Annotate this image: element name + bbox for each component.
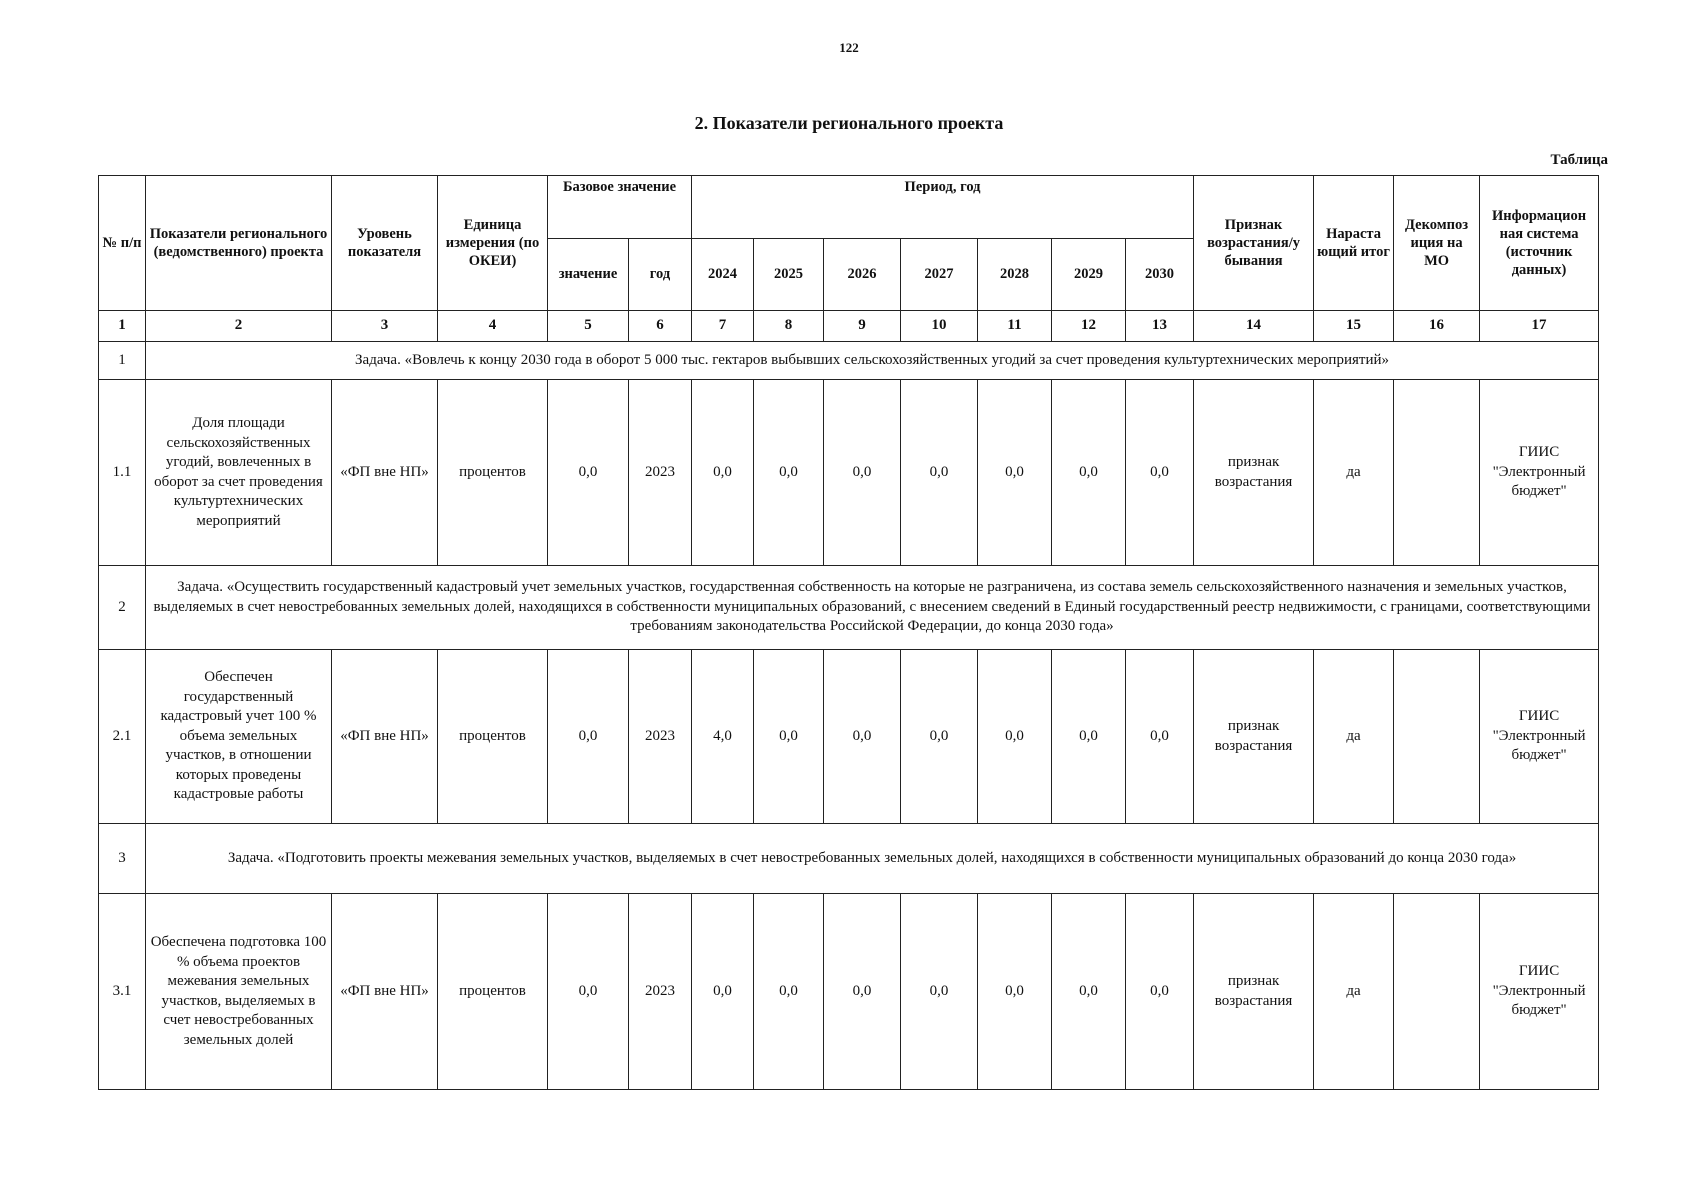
base-year: 2023: [629, 894, 692, 1090]
column-number: 6: [629, 311, 692, 342]
header-num: № п/п: [99, 176, 146, 311]
base-value: 0,0: [548, 894, 629, 1090]
year-value: 0,0: [978, 380, 1052, 566]
task-row: [99, 342, 1599, 380]
year-value: 0,0: [1052, 650, 1126, 824]
header-unit: Единица измерения (по ОКЕИ): [438, 176, 548, 311]
indicator-name: Доля площади сельскохозяйственных угодий, вовлеченных в оборот за счет проведения культуртехнических мероприятий: [146, 380, 332, 566]
column-number: 15: [1314, 311, 1394, 342]
column-number: 11: [978, 311, 1052, 342]
year-value: 0,0: [824, 650, 901, 824]
header-base-value: значение: [548, 239, 629, 311]
cumulative-value: да: [1314, 380, 1394, 566]
cumulative-value: да: [1314, 650, 1394, 824]
year-value: 0,0: [978, 650, 1052, 824]
year-value: 0,0: [754, 894, 824, 1090]
year-value: 4,0: [692, 650, 754, 824]
indicator-row: [99, 380, 1599, 566]
header-decomposition: Декомпоз иция на МО: [1394, 176, 1480, 311]
header-year: 2030: [1126, 239, 1194, 311]
header-period: Период, год: [692, 176, 1194, 239]
year-value: 0,0: [901, 650, 978, 824]
task-number: 2: [99, 566, 146, 650]
header-base-year: год: [629, 239, 692, 311]
decomposition-value: [1394, 650, 1480, 824]
column-number: 5: [548, 311, 629, 342]
sign-value: признак возрастания: [1194, 650, 1314, 824]
year-value: 0,0: [824, 894, 901, 1090]
indicators-table: [98, 175, 1599, 1090]
column-number: 17: [1480, 311, 1599, 342]
page-number: 122: [839, 40, 859, 55]
year-value: 0,0: [978, 894, 1052, 1090]
indicator-name: Обеспечен государственный кадастровый учет 100 % объема земельных участков, в отношении которых проведены кадастровые работы: [146, 650, 332, 824]
header-year: 2025: [754, 239, 824, 311]
task-text: Задача. «Осуществить государственный кадастровый учет земельных участков, государственная собственность на которые не разграничена, из состава земель сельскохозяйственного назначения и земельных участков, выделяемых в счет невостребованных земельных долей, находящихся в собственности муниципальных образований, с внесением сведений в Единый государственный реестр недвижимости, с границами, соответствующими требованиям законодательства Российской Федерации, до конца 2030 года»: [146, 566, 1599, 650]
base-value: 0,0: [548, 380, 629, 566]
sign-value: признак возрастания: [1194, 894, 1314, 1090]
header-year: 2028: [978, 239, 1052, 311]
column-number: 7: [692, 311, 754, 342]
indicator-unit: процентов: [438, 380, 548, 566]
header-level: Уровень показателя: [332, 176, 438, 311]
indicator-row: [99, 650, 1599, 824]
header-row: [99, 176, 1599, 239]
info-system-value: ГИИС "Электронный бюджет": [1480, 894, 1599, 1090]
indicator-row: [99, 894, 1599, 1090]
info-system-value: ГИИС "Электронный бюджет": [1480, 650, 1599, 824]
column-number: 14: [1194, 311, 1314, 342]
column-number: 13: [1126, 311, 1194, 342]
header-base: Базовое значение: [548, 176, 692, 239]
indicator-level: «ФП вне НП»: [332, 894, 438, 1090]
indicator-level: «ФП вне НП»: [332, 650, 438, 824]
task-text: Задача. «Вовлечь к концу 2030 года в оборот 5 000 тыс. гектаров выбывших сельскохозяйственных угодий за счет проведения культуртехнических мероприятий»: [146, 342, 1599, 380]
task-number: 1: [99, 342, 146, 380]
column-numbers-row: [99, 311, 1599, 342]
base-year: 2023: [629, 380, 692, 566]
header-year: 2027: [901, 239, 978, 311]
row-number: 1.1: [99, 380, 146, 566]
year-value: 0,0: [901, 894, 978, 1090]
column-number: 2: [146, 311, 332, 342]
task-row: [99, 824, 1599, 894]
year-value: 0,0: [692, 380, 754, 566]
cumulative-value: да: [1314, 894, 1394, 1090]
header-sign: Признак возрастания/у бывания: [1194, 176, 1314, 311]
header-cumulative: Нараста ющий итог: [1314, 176, 1394, 311]
column-number: 10: [901, 311, 978, 342]
header-year: 2026: [824, 239, 901, 311]
column-number: 1: [99, 311, 146, 342]
year-value: 0,0: [754, 650, 824, 824]
decomposition-value: [1394, 380, 1480, 566]
column-number: 12: [1052, 311, 1126, 342]
header-year: 2029: [1052, 239, 1126, 311]
row-number: 2.1: [99, 650, 146, 824]
column-number: 8: [754, 311, 824, 342]
year-value: 0,0: [1126, 650, 1194, 824]
info-system-value: ГИИС "Электронный бюджет": [1480, 380, 1599, 566]
header-indicator: Показатели регионального (ведомственного) проекта: [146, 176, 332, 311]
decomposition-value: [1394, 894, 1480, 1090]
year-value: 0,0: [1052, 894, 1126, 1090]
row-number: 3.1: [99, 894, 146, 1090]
indicator-name: Обеспечена подготовка 100 % объема проектов межевания земельных участков, выделяемых в счет невостребованных земельных долей: [146, 894, 332, 1090]
indicator-level: «ФП вне НП»: [332, 380, 438, 566]
base-year: 2023: [629, 650, 692, 824]
table-caption: Таблица: [1550, 152, 1608, 168]
indicator-unit: процентов: [438, 650, 548, 824]
column-number: 3: [332, 311, 438, 342]
year-value: 0,0: [1126, 380, 1194, 566]
task-text: Задача. «Подготовить проекты межевания земельных участков, выделяемых в счет невостребованных земельных долей, находящихся в собственности муниципальных образований до конца 2030 года»: [146, 824, 1599, 894]
header-info-system: Информацион ная система (источник данных): [1480, 176, 1599, 311]
column-number: 9: [824, 311, 901, 342]
year-value: 0,0: [1052, 380, 1126, 566]
document-title: 2. Показатели регионального проекта: [694, 113, 1004, 133]
column-number: 4: [438, 311, 548, 342]
year-value: 0,0: [901, 380, 978, 566]
indicator-unit: процентов: [438, 894, 548, 1090]
column-number: 16: [1394, 311, 1480, 342]
sign-value: признак возрастания: [1194, 380, 1314, 566]
header-year: 2024: [692, 239, 754, 311]
year-value: 0,0: [1126, 894, 1194, 1090]
year-value: 0,0: [824, 380, 901, 566]
task-number: 3: [99, 824, 146, 894]
task-row: [99, 566, 1599, 650]
year-value: 0,0: [692, 894, 754, 1090]
base-value: 0,0: [548, 650, 629, 824]
year-value: 0,0: [754, 380, 824, 566]
